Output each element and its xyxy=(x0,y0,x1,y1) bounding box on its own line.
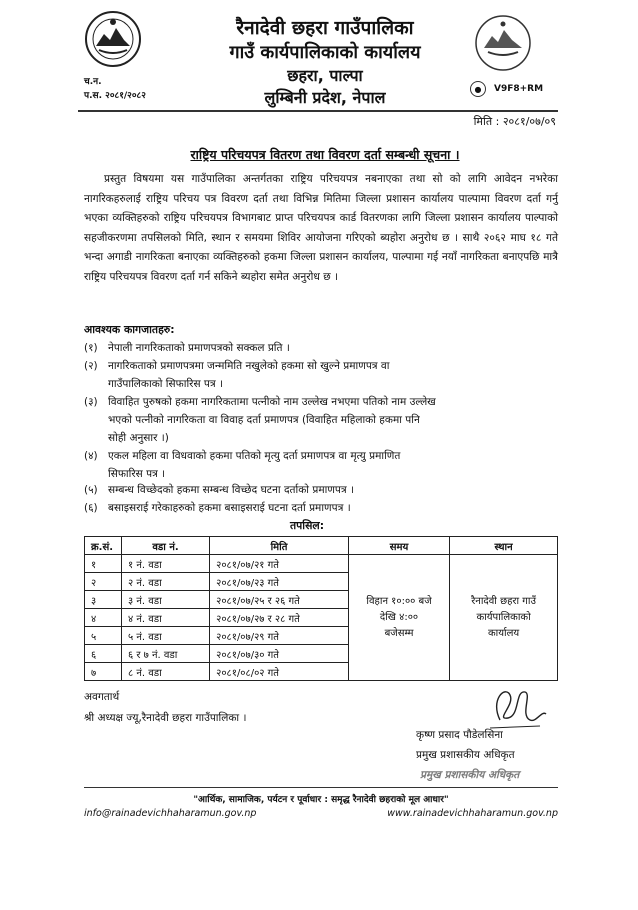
fiscal-year: प.स. २०८१/२०८२ xyxy=(84,91,146,101)
schedule-table xyxy=(84,536,558,681)
header-ward: वडा नं. xyxy=(121,537,209,555)
recipient-line: श्री अध्यक्ष ज्यू,रैनादेवी छहरा गाउँपालिका । xyxy=(84,712,247,724)
footer-divider xyxy=(84,787,558,788)
for-information-label: अवगतार्थ xyxy=(84,691,120,703)
office-name: गाउँ कार्यपालिकाको कार्यालय xyxy=(229,42,421,63)
table-row: ७ ८ नं. वडा २०८१/०८/०२ गते xyxy=(85,663,558,681)
nepal-emblem-logo xyxy=(84,10,142,68)
municipality-slogan: "आर्थिक, सामाजिक, पर्यटन र पूर्वाधार : समृद्ध रैनादेवी छहराको मूल आधार" xyxy=(193,795,449,805)
requirement-item: (२) नागरिकताको प्रमाणपत्रमा जन्ममिति नखुलेको हकमा सो खुल्ने प्रमाणपत्र वा गाउँपालिकाको सिफारिस पत्र । xyxy=(84,360,390,390)
schedule-title: तपसिल: xyxy=(290,519,325,532)
municipality-name: रैनादेवी छहरा गाउँपालिका xyxy=(236,17,414,39)
requirements-title: आवश्यक कागजातहरु: xyxy=(84,323,175,336)
document-date: मिति : २०८१/०७/०९ xyxy=(473,115,556,128)
header-date: मिति xyxy=(210,537,349,555)
plus-code-location xyxy=(470,80,560,98)
table-row: ५ ५ नं. वडा २०८१/०७/२९ गते xyxy=(85,627,558,645)
header-sn: क्र.सं. xyxy=(85,537,122,555)
contact-email: info@rainadevichhaharamun.gov.np xyxy=(84,808,257,819)
requirement-item: (१) नेपाली नागरिकताको प्रमाणपत्रको सक्कल प्रति । xyxy=(84,342,290,354)
schedule-time: विहान १०:०० बजे देखि ४:०० बजेसम्म xyxy=(348,573,449,663)
province-country: लुम्बिनी प्रदेश, नेपाल xyxy=(264,88,386,107)
table-row: ४ ४ नं. वडा २०८१/०७/२७ र २८ गते xyxy=(85,609,558,627)
notice-body: प्रस्तुत विषयमा यस गाउँपालिका अन्तर्गतका राष्ट्रिय परिचयपत्र नबनाएका तथा सो को लागि आवेदन नभरेका नागरिकहरुलाई राष्ट्रिय परिचय पत्र विवरण दर्ता तथा विभिन्न मितिमा जिल्ला प्रशासन कार्यालय पाल्पामा विवरण दर्ता गर्नु भएका व्यक्तिहरुको राष्ट्रिय परिचयपत्र विभागबाट प्राप्त परिचयपत्र कार्ड वितरणका लागि जिल्ला प्रशासन कार्यालय पाल्पाको सहजीकरणमा तपसिलको मिति, स्थान र समयमा शिविर आयोजना गरिएको ब्यहोरा अनुरोध छ । साथै २०६२ माघ १८ गते भन्दा अगाडी नागरिकता बनाएका व्यक्तिहरुको हकमा जिल्ला प्रशासन कार्यालय, पाल्पामा गई नयाँ नागरिकता बनाएपछि मात्रै राष्ट्रिय परिचयपत्र विवरण दर्ता गर्न सकिने ब्यहोरा समेत अनुरोध छ । xyxy=(84,173,558,283)
requirement-item: (४) एकल महिला वा विधवाको हकमा पतिको मृत्यु दर्ता प्रमाणपत्र वा मृत्यु प्रमाणित सिफारिस पत्र । xyxy=(84,450,401,480)
plus-code-text: V9F8+RM xyxy=(494,84,544,94)
notice-subject: राष्ट्रिय परिचयपत्र वितरण तथा विवरण दर्ता सम्बन्धी सूचना । xyxy=(190,147,460,162)
schedule-place: रैनादेवी छहरा गाउँ कार्यपालिकाको कार्यालय xyxy=(450,573,558,663)
table-header-row xyxy=(85,537,558,555)
official-stamp: प्रमुख प्रशासकीय अधिकृत xyxy=(420,769,520,781)
requirement-item: (३) विवाहित पुरुषको हकमा नागरिकतामा पत्नीको नाम उल्लेख नभएमा पतिको नाम उल्लेख भएको पत्नीको नागरिकता वा विवाह दर्ता प्रमाणपत्र (विवाहित महिलाको हकमा पनि सोही अनुसार ।) xyxy=(84,396,436,444)
reference-number-label: च.न. xyxy=(84,77,102,87)
table-row: ३ ३ नं. वडा २०८१/०७/२५ र २६ गते xyxy=(85,591,558,609)
header-place: स्थान xyxy=(450,537,558,555)
header-time: समय xyxy=(348,537,449,555)
table-row: २ २ नं. वडा २०८१/०७/२३ गते विहान १०:०० बजे देखि ४:०० बजेसम्म रैनादेवी छहरा गाउँ कार्यपालिकाको कार्यालय xyxy=(85,573,558,591)
header-divider xyxy=(78,110,558,112)
signer-name: कृष्ण प्रसाद पौडेलसिना xyxy=(416,729,503,741)
location-pin-icon: ● xyxy=(470,81,486,97)
table-row: १ १ नं. वडा २०८१/०७/२१ गते xyxy=(85,555,558,573)
municipality-map-icon xyxy=(474,14,532,72)
signer-title: प्रमुख प्रशासकीय अधिकृत xyxy=(416,749,515,761)
requirement-item: (६) बसाइसराई गरेकाहरुको हकमा बसाइसराई घटना दर्ता प्रमाणपत्र । xyxy=(84,502,351,514)
contact-website: www.rainadevichhaharamun.gov.np xyxy=(387,808,558,819)
table-row: ६ ६ र ७ नं. वडा २०८१/०७/३० गते xyxy=(85,645,558,663)
requirement-item: (५) सम्बन्ध विच्छेदको हकमा सम्बन्ध विच्छेद घटना दर्ताको प्रमाणपत्र । xyxy=(84,484,354,496)
office-address: छहरा, पाल्पा xyxy=(287,66,363,85)
